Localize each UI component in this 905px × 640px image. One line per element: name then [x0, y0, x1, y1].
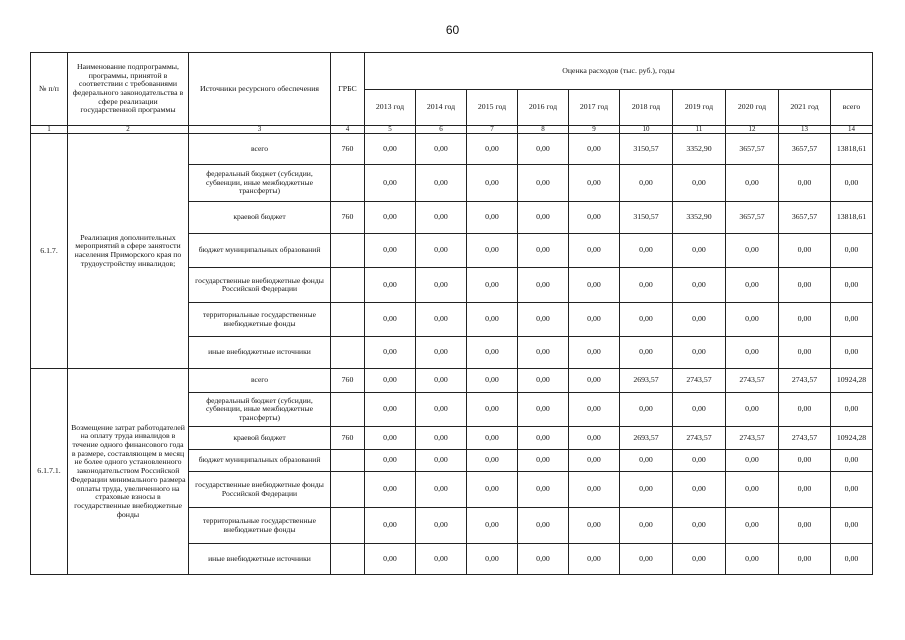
year-value: 0,00 [726, 544, 779, 575]
year-value: 0,00 [467, 508, 518, 544]
year-value: 0,00 [569, 472, 620, 508]
year-value: 0,00 [416, 165, 467, 202]
year-value: 0,00 [416, 544, 467, 575]
year-value: 0,00 [779, 337, 831, 369]
year-value: 2743,57 [779, 427, 831, 450]
column-index: 3 [189, 126, 331, 134]
year-value: 0,00 [620, 268, 673, 303]
funding-source: государственные внебюджетные фонды Российской Федерации [189, 472, 331, 508]
table-body [31, 134, 873, 575]
year-value: 0,00 [673, 393, 726, 427]
year-value: 0,00 [518, 202, 569, 234]
funding-source: краевой бюджет [189, 202, 331, 234]
year-value: 0,00 [365, 427, 416, 450]
total-value: 0,00 [831, 393, 873, 427]
year-value: 0,00 [416, 427, 467, 450]
year-value: 0,00 [569, 165, 620, 202]
year-value: 0,00 [416, 472, 467, 508]
year-value: 0,00 [467, 165, 518, 202]
year-value: 2693,57 [620, 427, 673, 450]
year-value: 0,00 [673, 303, 726, 337]
year-value: 3150,57 [620, 134, 673, 165]
year-value: 2743,57 [673, 427, 726, 450]
grbs-code [331, 544, 365, 575]
year-value: 0,00 [673, 165, 726, 202]
year-value: 0,00 [673, 234, 726, 268]
column-index: 5 [365, 126, 416, 134]
year-value: 0,00 [365, 202, 416, 234]
year-value: 3352,90 [673, 134, 726, 165]
year-value: 3352,90 [673, 202, 726, 234]
year-value: 0,00 [518, 134, 569, 165]
year-value: 0,00 [416, 450, 467, 472]
year-value: 0,00 [467, 303, 518, 337]
header-year: 2014 год [416, 90, 467, 126]
total-value: 0,00 [831, 303, 873, 337]
year-value: 2743,57 [726, 427, 779, 450]
grbs-code [331, 508, 365, 544]
year-value: 0,00 [365, 134, 416, 165]
year-value: 0,00 [365, 165, 416, 202]
year-value: 0,00 [365, 337, 416, 369]
year-value: 0,00 [518, 508, 569, 544]
year-value: 0,00 [620, 303, 673, 337]
year-value: 0,00 [673, 450, 726, 472]
year-value: 0,00 [726, 472, 779, 508]
year-value: 0,00 [779, 450, 831, 472]
funding-source: бюджет муниципальных образований [189, 234, 331, 268]
total-value: 0,00 [831, 450, 873, 472]
item-number: 6.1.7. [31, 134, 68, 369]
year-value: 0,00 [620, 337, 673, 369]
grbs-code [331, 337, 365, 369]
year-value: 0,00 [518, 472, 569, 508]
grbs-code [331, 472, 365, 508]
page-number: 60 [445, 23, 460, 37]
total-value: 0,00 [831, 234, 873, 268]
total-value: 13818,61 [831, 202, 873, 234]
grbs-code [331, 268, 365, 303]
total-value: 10924,28 [831, 427, 873, 450]
table-row [31, 134, 873, 165]
year-value: 0,00 [416, 134, 467, 165]
funding-source: федеральный бюджет (субсидии, субвенции, иные межбюджетные трансферты) [189, 165, 331, 202]
header-year: 2016 год [518, 90, 569, 126]
funding-source: всего [189, 369, 331, 393]
year-value: 2743,57 [779, 369, 831, 393]
year-value: 0,00 [673, 472, 726, 508]
funding-source: государственные внебюджетные фонды Российской Федерации [189, 268, 331, 303]
column-index: 7 [467, 126, 518, 134]
column-index: 8 [518, 126, 569, 134]
year-value: 0,00 [416, 393, 467, 427]
grbs-code [331, 393, 365, 427]
year-value: 0,00 [416, 508, 467, 544]
column-index: 11 [673, 126, 726, 134]
year-value: 0,00 [416, 303, 467, 337]
grbs-code: 760 [331, 134, 365, 165]
year-value: 0,00 [518, 369, 569, 393]
year-value: 3657,57 [779, 202, 831, 234]
header-year: 2019 год [673, 90, 726, 126]
column-index: 10 [620, 126, 673, 134]
year-value: 0,00 [365, 472, 416, 508]
funding-source: территориальные государственные внебюджетные фонды [189, 508, 331, 544]
year-value: 0,00 [467, 268, 518, 303]
grbs-code [331, 165, 365, 202]
year-value: 0,00 [569, 234, 620, 268]
total-value: 0,00 [831, 337, 873, 369]
column-index: 4 [331, 126, 365, 134]
year-value: 0,00 [569, 450, 620, 472]
year-value: 0,00 [673, 337, 726, 369]
year-value: 0,00 [416, 337, 467, 369]
year-value: 2693,57 [620, 369, 673, 393]
header-year: 2021 год [779, 90, 831, 126]
item-name: Возмещение затрат работодателей на оплату труда инвалидов в течение одного финансового года в размере, составляющем в месяц не более одного установленного законодательством Российской Федерации минимального размера оплаты труда, увеличенного на страховые взносы в государственные внебюджетные фонды [68, 369, 189, 575]
column-index: 13 [779, 126, 831, 134]
year-value: 0,00 [467, 202, 518, 234]
total-value: 0,00 [831, 268, 873, 303]
year-value: 0,00 [673, 268, 726, 303]
funding-source: территориальные государственные внебюджетные фонды [189, 303, 331, 337]
year-value: 0,00 [518, 544, 569, 575]
year-value: 3150,57 [620, 202, 673, 234]
year-value: 0,00 [779, 234, 831, 268]
total-value: 0,00 [831, 508, 873, 544]
year-value: 0,00 [518, 234, 569, 268]
year-value: 0,00 [620, 472, 673, 508]
year-value: 0,00 [779, 544, 831, 575]
year-value: 0,00 [365, 450, 416, 472]
grbs-code: 760 [331, 369, 365, 393]
year-value: 0,00 [518, 427, 569, 450]
year-value: 0,00 [365, 508, 416, 544]
year-value: 0,00 [467, 369, 518, 393]
year-value: 0,00 [569, 369, 620, 393]
header-year: 2017 год [569, 90, 620, 126]
year-value: 0,00 [726, 337, 779, 369]
grbs-code: 760 [331, 202, 365, 234]
year-value: 0,00 [467, 393, 518, 427]
year-value: 0,00 [569, 427, 620, 450]
year-value: 0,00 [569, 393, 620, 427]
header-num: № п/п [31, 53, 68, 126]
total-value: 13818,61 [831, 134, 873, 165]
year-value: 0,00 [620, 165, 673, 202]
year-value: 0,00 [569, 303, 620, 337]
item-name: Реализация дополнительных мероприятий в сфере занятости населения Приморского края по трудоустройству инвалидов; [68, 134, 189, 369]
column-index: 9 [569, 126, 620, 134]
year-value: 0,00 [416, 268, 467, 303]
year-value: 0,00 [569, 544, 620, 575]
header-year: 2013 год [365, 90, 416, 126]
total-value: 0,00 [831, 544, 873, 575]
year-value: 0,00 [518, 337, 569, 369]
total-value: 0,00 [831, 165, 873, 202]
column-index: 1 [31, 126, 68, 134]
year-value: 0,00 [620, 544, 673, 575]
year-value: 0,00 [673, 544, 726, 575]
year-value: 0,00 [726, 165, 779, 202]
year-value: 0,00 [726, 508, 779, 544]
year-value: 3657,57 [726, 134, 779, 165]
funding-source: всего [189, 134, 331, 165]
header-year: 2020 год [726, 90, 779, 126]
header-year: 2018 год [620, 90, 673, 126]
year-value: 0,00 [518, 393, 569, 427]
grbs-code [331, 450, 365, 472]
total-value: 0,00 [831, 472, 873, 508]
budget-table [30, 52, 873, 575]
header-row [31, 53, 873, 90]
grbs-code: 760 [331, 427, 365, 450]
year-value: 0,00 [569, 134, 620, 165]
year-value: 0,00 [779, 268, 831, 303]
year-value: 0,00 [365, 544, 416, 575]
year-value: 0,00 [365, 268, 416, 303]
header-name: Наименование подпрограммы, программы, принятой в соответствии с требованиями федерального законодательства в сфере реализации государственной программы [68, 53, 189, 126]
grbs-code [331, 303, 365, 337]
column-index: 6 [416, 126, 467, 134]
year-value: 0,00 [569, 337, 620, 369]
year-value: 0,00 [569, 202, 620, 234]
header-source: Источники ресурсного обеспечения [189, 53, 331, 126]
header-grbs: ГРБС [331, 53, 365, 126]
year-value: 0,00 [518, 303, 569, 337]
funding-source: иные внебюджетные источники [189, 544, 331, 575]
year-value: 0,00 [569, 508, 620, 544]
year-value: 0,00 [779, 303, 831, 337]
year-value: 0,00 [467, 472, 518, 508]
year-value: 0,00 [467, 337, 518, 369]
year-value: 0,00 [779, 508, 831, 544]
year-value: 3657,57 [726, 202, 779, 234]
header-estimate: Оценка расходов (тыс. руб.), годы [365, 53, 873, 90]
column-index: 2 [68, 126, 189, 134]
year-value: 0,00 [365, 393, 416, 427]
year-value: 0,00 [569, 268, 620, 303]
year-value: 0,00 [416, 369, 467, 393]
year-value: 0,00 [620, 393, 673, 427]
year-value: 0,00 [365, 303, 416, 337]
year-value: 0,00 [416, 234, 467, 268]
year-value: 0,00 [467, 134, 518, 165]
year-value: 0,00 [620, 450, 673, 472]
year-value: 0,00 [518, 165, 569, 202]
year-value: 0,00 [620, 508, 673, 544]
funding-source: бюджет муниципальных образований [189, 450, 331, 472]
year-value: 0,00 [726, 393, 779, 427]
year-value: 0,00 [467, 450, 518, 472]
item-number: 6.1.7.1. [31, 369, 68, 575]
year-value: 0,00 [467, 234, 518, 268]
column-index-row [31, 126, 873, 134]
year-value: 0,00 [779, 165, 831, 202]
year-value: 0,00 [779, 472, 831, 508]
year-value: 0,00 [620, 234, 673, 268]
year-value: 0,00 [416, 202, 467, 234]
year-value: 0,00 [726, 303, 779, 337]
year-value: 0,00 [467, 427, 518, 450]
year-value: 0,00 [518, 450, 569, 472]
year-value: 0,00 [726, 450, 779, 472]
year-value: 2743,57 [726, 369, 779, 393]
year-value: 0,00 [726, 268, 779, 303]
table-row [31, 369, 873, 393]
funding-source: федеральный бюджет (субсидии, субвенции, иные межбюджетные трансферты) [189, 393, 331, 427]
header-year: 2015 год [467, 90, 518, 126]
column-index: 12 [726, 126, 779, 134]
year-value: 0,00 [365, 234, 416, 268]
year-value: 0,00 [726, 234, 779, 268]
funding-source: иные внебюджетные источники [189, 337, 331, 369]
column-index: 14 [831, 126, 873, 134]
year-value: 2743,57 [673, 369, 726, 393]
year-value: 0,00 [365, 369, 416, 393]
year-value: 0,00 [673, 508, 726, 544]
year-value: 0,00 [779, 393, 831, 427]
year-value: 0,00 [467, 544, 518, 575]
grbs-code [331, 234, 365, 268]
funding-source: краевой бюджет [189, 427, 331, 450]
year-value: 3657,57 [779, 134, 831, 165]
header-total: всего [831, 90, 873, 126]
total-value: 10924,28 [831, 369, 873, 393]
year-value: 0,00 [518, 268, 569, 303]
